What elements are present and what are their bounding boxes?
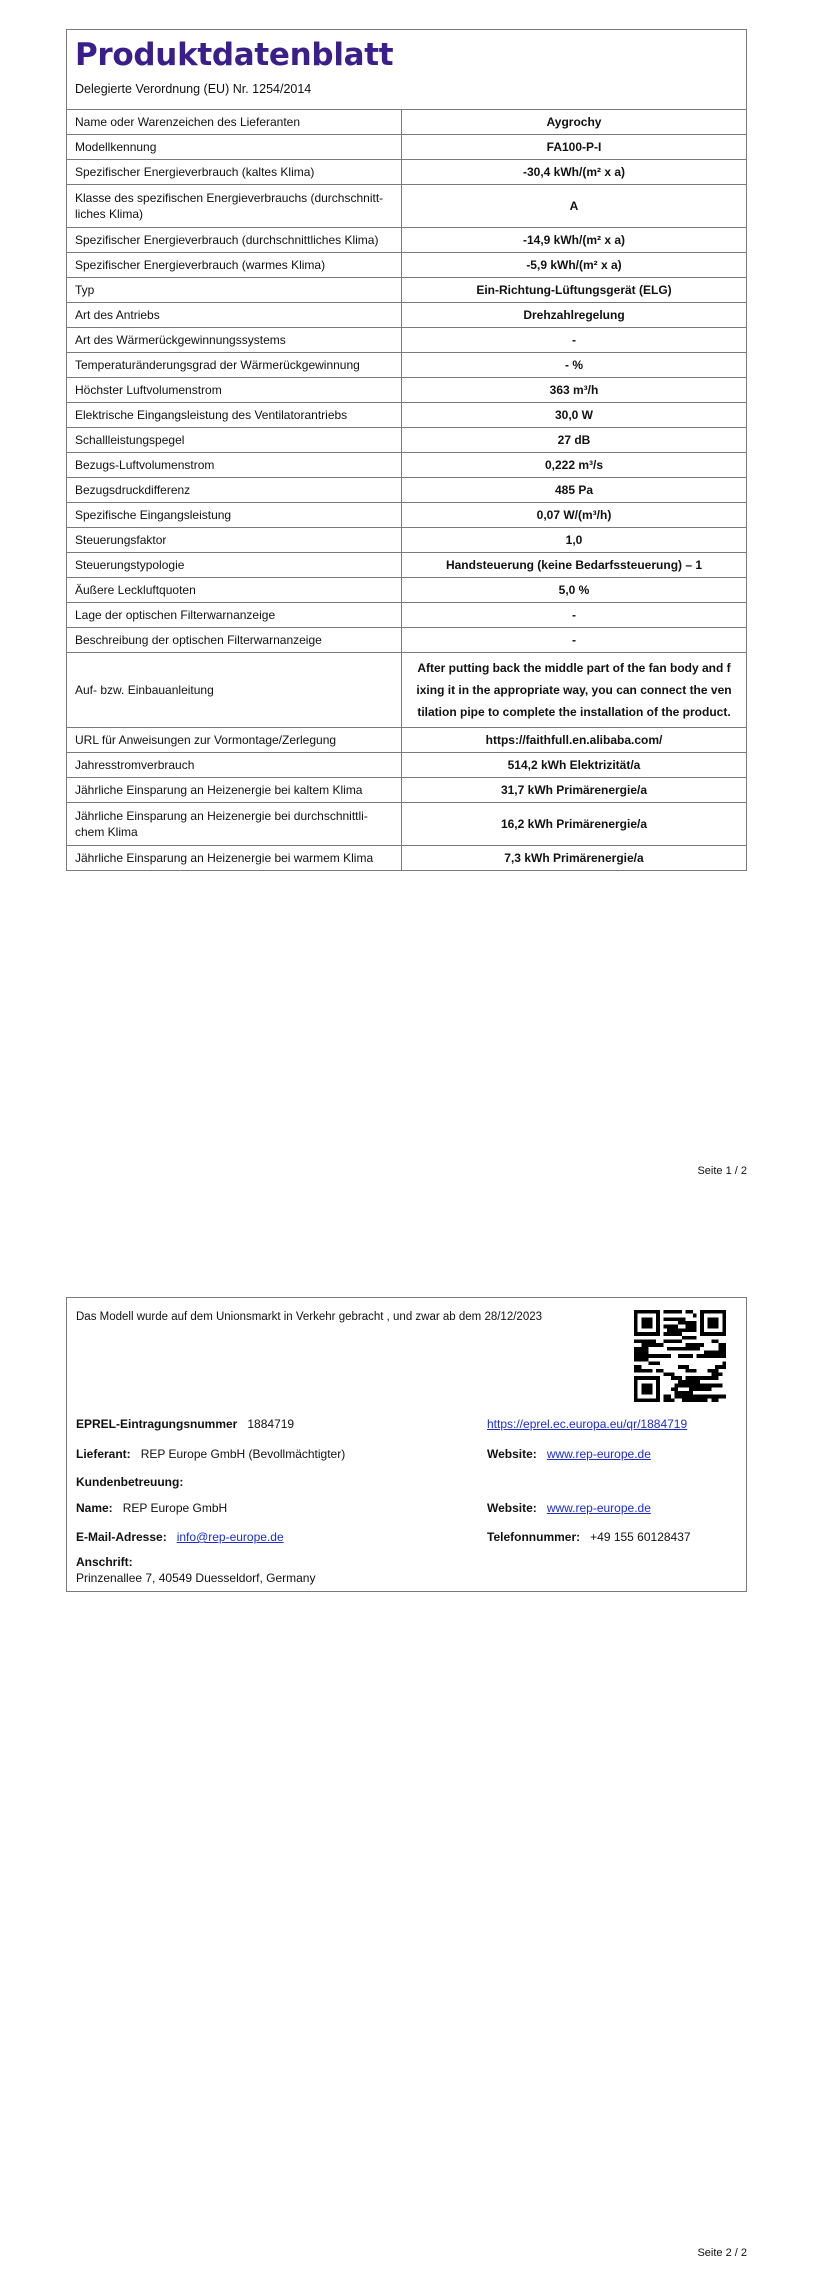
phone-row: [487, 1530, 691, 1544]
row-label: Jährliche Einsparung an Heizenergie bei durchschnittli-chem Klima: [67, 803, 402, 846]
row-value: Handsteuerung (keine Bedarfssteuerung) – 1: [402, 553, 747, 578]
table-row: [67, 803, 746, 846]
row-label: Steuerungstypologie: [67, 553, 402, 578]
table-row: [67, 378, 746, 403]
table-row: [67, 228, 746, 253]
row-label: Schallleistungspegel: [67, 428, 402, 453]
row-label: Lage der optischen Filterwarnanzeige: [67, 603, 402, 628]
website-link[interactable]: www.rep-europe.de: [546, 1447, 651, 1461]
sheet-header: [67, 30, 746, 110]
table-row: [67, 503, 746, 528]
email-label: E-Mail-Adresse:: [76, 1530, 167, 1544]
row-label: Höchster Luftvolumenstrom: [67, 378, 402, 403]
table-row: [67, 110, 746, 135]
support-website-row: [487, 1501, 651, 1515]
row-label: Spezifischer Energieverbrauch (warmes Klima): [67, 253, 402, 278]
row-value: 5,0 %: [402, 578, 747, 603]
table-row: [67, 353, 746, 378]
row-value: -: [402, 328, 747, 353]
table-row: [67, 846, 746, 871]
row-label: Äußere Leckluftquoten: [67, 578, 402, 603]
table-row: [67, 303, 746, 328]
supplier-label: Lieferant:: [76, 1447, 131, 1461]
row-value: -14,9 kWh/(m² x a): [402, 228, 747, 253]
phone-value: +49 155 60128437: [590, 1530, 691, 1544]
table-row: [67, 478, 746, 503]
row-value: 16,2 kWh Primärenergie/a: [402, 803, 747, 846]
table-row: [67, 728, 746, 753]
row-label: Klasse des spezifischen Energieverbrauchs (durchschnitt-liches Klima): [67, 185, 402, 228]
row-value: 0,222 m³/s: [402, 453, 747, 478]
sheet-subtitle: Delegierte Verordnung (EU) Nr. 1254/2014: [75, 82, 312, 96]
table-row: [67, 135, 746, 160]
table-row: [67, 603, 746, 628]
row-value: 30,0 W: [402, 403, 747, 428]
row-label: Steuerungsfaktor: [67, 528, 402, 553]
row-value: 1,0: [402, 528, 747, 553]
row-label: Modellkennung: [67, 135, 402, 160]
table-row: [67, 328, 746, 353]
row-value: Ein-Richtung-Lüftungsgerät (ELG): [402, 278, 747, 303]
market-date-text: Das Modell wurde auf dem Unionsmarkt in Verkehr gebracht , und zwar ab dem 28/12/2023: [76, 1311, 543, 1323]
support-name-row: [76, 1501, 227, 1515]
address-label: Anschrift:: [76, 1555, 133, 1569]
table-row: [67, 778, 746, 803]
row-value: FA100-P-I: [402, 135, 747, 160]
page-2: [0, 1200, 813, 2293]
page-number: Seite 2 / 2: [697, 2247, 747, 2259]
row-value: 31,7 kWh Primärenergie/a: [402, 778, 747, 803]
supplier-value: REP Europe GmbH (Bevollmächtigter): [140, 1447, 346, 1461]
email-link[interactable]: info@rep-europe.de: [176, 1530, 284, 1544]
table-row: [67, 753, 746, 778]
row-label: Spezifischer Energieverbrauch (durchschnittliches Klima): [67, 228, 402, 253]
row-label: Art des Wärmerückgewinnungssystems: [67, 328, 402, 353]
name-value: REP Europe GmbH: [122, 1501, 228, 1515]
row-value: Drehzahlregelung: [402, 303, 747, 328]
website-label: Website:: [487, 1447, 537, 1461]
row-label: Elektrische Eingangsleistung des Ventilatorantriebs: [67, 403, 402, 428]
row-value: 7,3 kWh Primärenergie/a: [402, 846, 747, 871]
row-value: -: [402, 628, 747, 653]
product-data-sheet: [66, 29, 747, 871]
row-value: After putting back the middle part of the fan body and f ixing it in the appropriate way, you can connect the ven tilation pipe to complete the installation of the product.: [402, 653, 747, 728]
row-label: Art des Antriebs: [67, 303, 402, 328]
row-label: Typ: [67, 278, 402, 303]
row-value: 27 dB: [402, 428, 747, 453]
table-row: [67, 553, 746, 578]
name-label: Name:: [76, 1501, 113, 1515]
row-value: A: [402, 185, 747, 228]
address-value: Prinzenallee 7, 40549 Duesseldorf, Germany: [76, 1571, 316, 1585]
row-value: 485 Pa: [402, 478, 747, 503]
supplier-row: [76, 1447, 345, 1461]
eprel-number: 1884719: [247, 1417, 295, 1431]
spec-table: [67, 110, 746, 870]
website2-label: Website:: [487, 1501, 537, 1515]
row-label: Jahresstromverbrauch: [67, 753, 402, 778]
row-label: Auf- bzw. Einbauanleitung: [67, 653, 402, 728]
row-value: 363 m³/h: [402, 378, 747, 403]
row-label: Spezifische Eingangsleistung: [67, 503, 402, 528]
row-value: Aygrochy: [546, 115, 602, 129]
row-label: Bezugs-Luftvolumenstrom: [67, 453, 402, 478]
website2-link[interactable]: www.rep-europe.de: [546, 1501, 651, 1515]
table-row: [67, 403, 746, 428]
qr-code-icon[interactable]: [632, 1310, 728, 1402]
table-row: [67, 185, 746, 228]
sheet-title: Produktdatenblatt: [75, 37, 394, 73]
row-value: -5,9 kWh/(m² x a): [402, 253, 747, 278]
row-value: https://faithfull.en.alibaba.com/: [402, 728, 747, 753]
row-label: Spezifischer Energieverbrauch (kaltes Klima): [67, 160, 402, 185]
table-row: [67, 278, 746, 303]
row-value: - %: [402, 353, 747, 378]
row-label: Bezugsdruckdifferenz: [67, 478, 402, 503]
page-number: Seite 1 / 2: [697, 1165, 747, 1177]
representative-box: [66, 1297, 747, 1592]
row-label: Jährliche Einsparung an Heizenergie bei warmem Klima: [67, 846, 402, 871]
eprel-label: EPREL-Eintragungsnummer: [76, 1417, 238, 1431]
row-value: -: [402, 603, 747, 628]
email-row: [76, 1530, 284, 1544]
website-row: [487, 1447, 651, 1461]
row-value: -30,4 kWh/(m² x a): [402, 160, 747, 185]
table-row: [67, 628, 746, 653]
row-label: Beschreibung der optischen Filterwarnanzeige: [67, 628, 402, 653]
row-label: URL für Anweisungen zur Vormontage/Zerlegung: [67, 728, 402, 753]
table-row: [67, 453, 746, 478]
table-row: [67, 428, 746, 453]
eprel-link[interactable]: https://eprel.ec.europa.eu/qr/1884719: [487, 1417, 688, 1431]
row-label: Jährliche Einsparung an Heizenergie bei kaltem Klima: [67, 778, 402, 803]
table-row: [67, 253, 746, 278]
row-label: Temperaturänderungsgrad der Wärmerückgewinnung: [67, 353, 402, 378]
phone-label: Telefonnummer:: [487, 1530, 581, 1544]
table-row: [67, 160, 746, 185]
row-value: 0,07 W/(m³/h): [402, 503, 747, 528]
row-label: Name oder Warenzeichen des Lieferanten: [67, 110, 402, 135]
row-value: 514,2 kWh Elektrizität/a: [402, 753, 747, 778]
table-row: [67, 578, 746, 603]
eprel-row: [76, 1417, 294, 1431]
table-row: [67, 653, 746, 728]
table-row: [67, 528, 746, 553]
support-label: Kundenbetreuung:: [76, 1475, 184, 1489]
